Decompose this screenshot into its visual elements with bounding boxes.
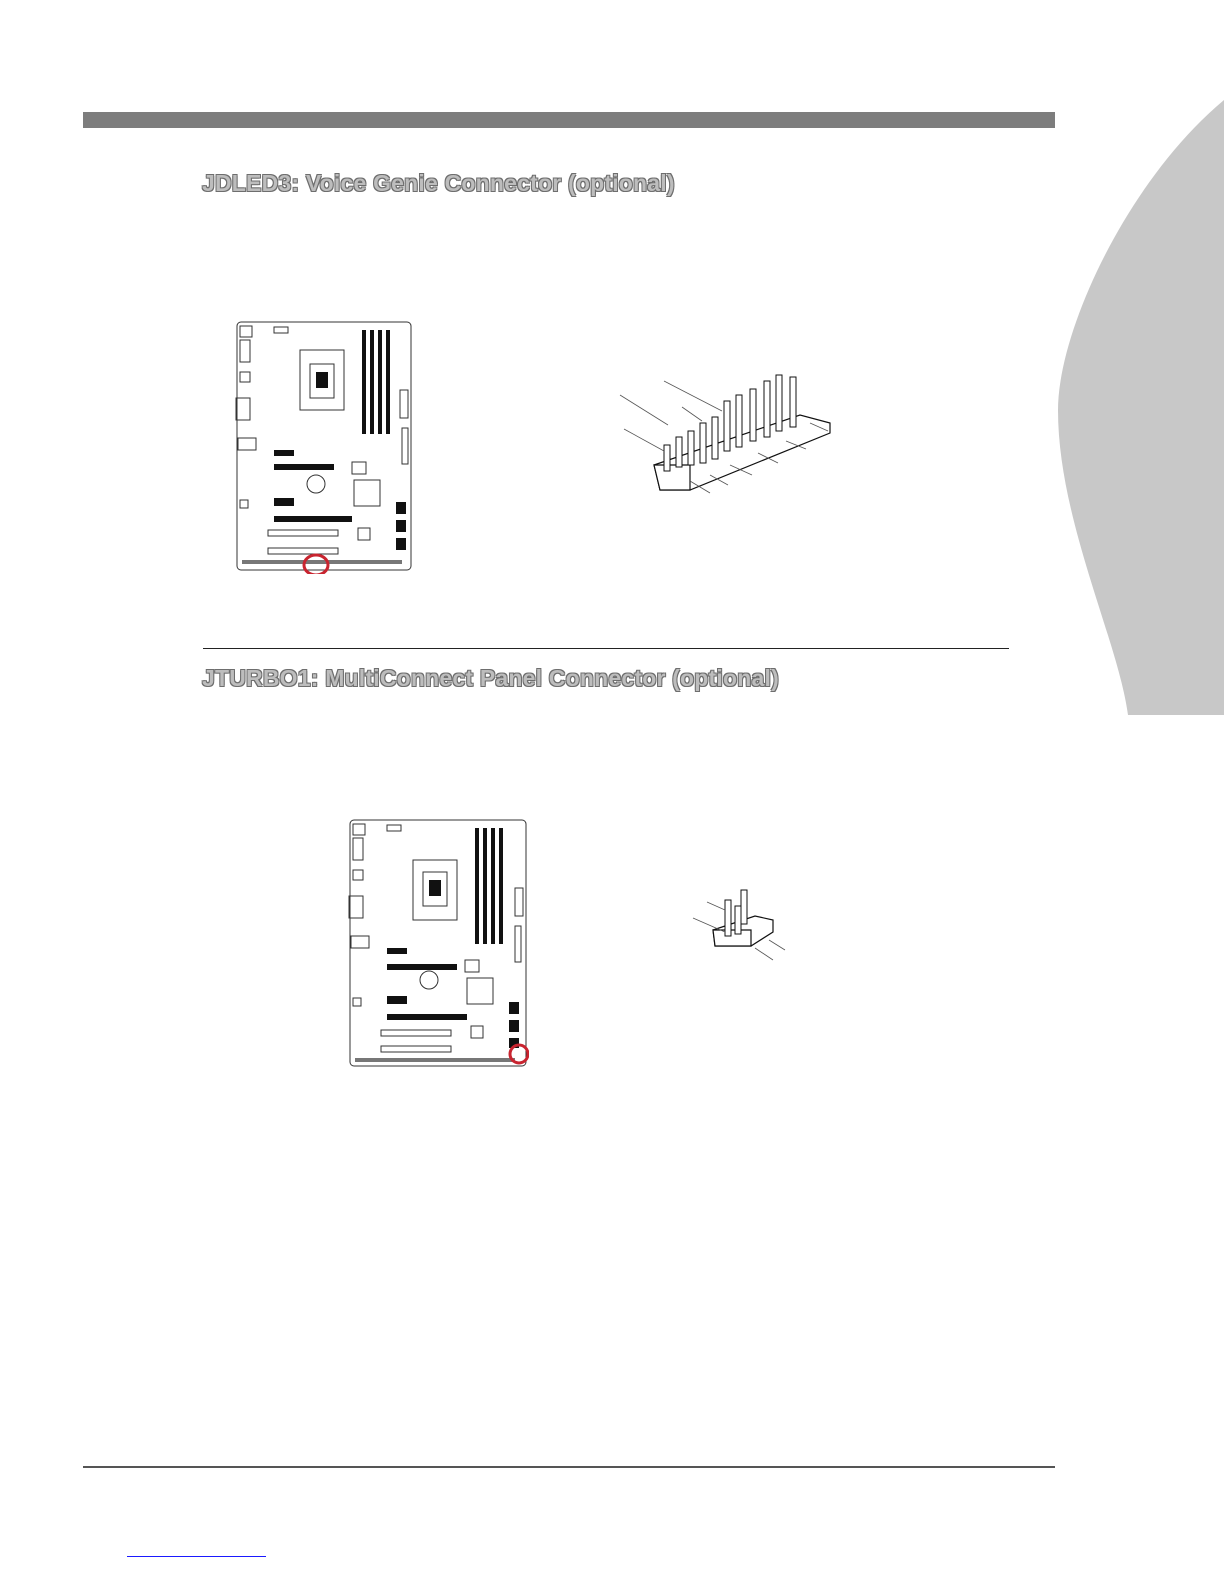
footer-rule — [83, 1466, 1055, 1468]
section-title-jturbo1: JTURBO1: MultiConnect Panel Connector (optional) — [202, 665, 779, 691]
footer-link-underline[interactable] — [127, 1556, 266, 1557]
section-title-jdled3: JDLED3: Voice Genie Connector (optional) — [202, 170, 675, 196]
motherboard-diagram-jdled3 — [234, 320, 414, 574]
pin-header-diagram-jdled3 — [610, 365, 850, 510]
header-bar — [83, 112, 1055, 128]
chapter-side-tab — [1058, 100, 1224, 715]
pin-header-diagram-jturbo1 — [685, 880, 800, 965]
section-divider — [203, 648, 1009, 649]
motherboard-diagram-jturbo1 — [347, 818, 529, 1070]
